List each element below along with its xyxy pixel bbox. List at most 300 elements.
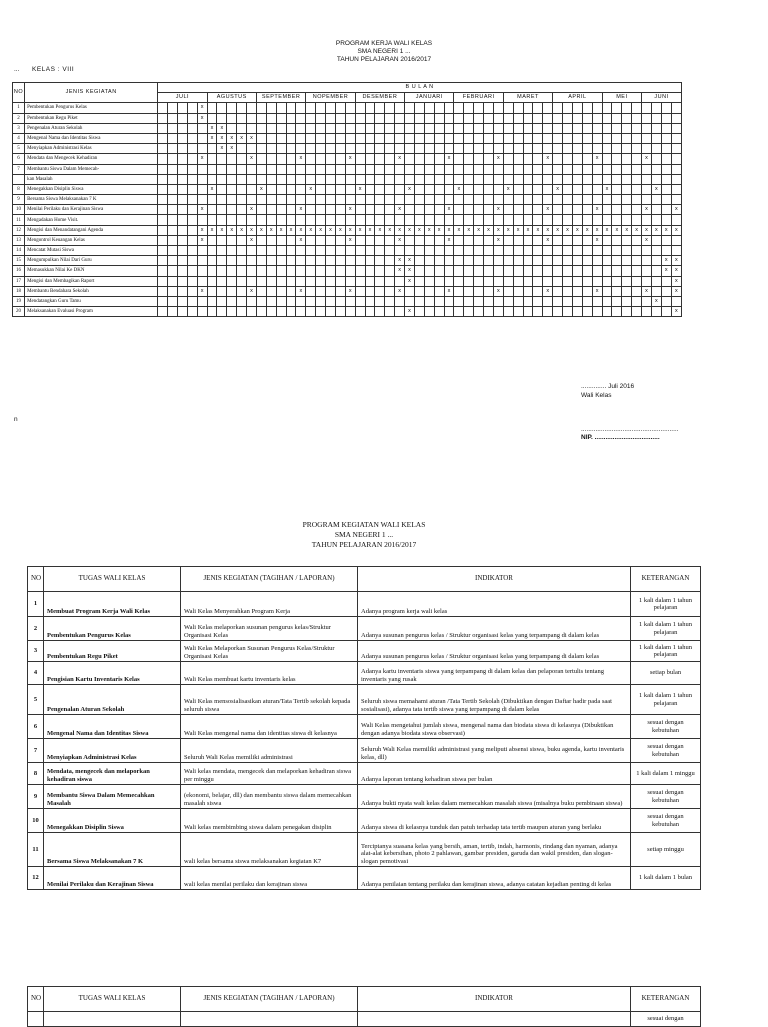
activity-label: Menyiapkan Administrasi Kelas xyxy=(25,144,158,154)
week-cell xyxy=(375,133,385,143)
week-cell xyxy=(217,205,227,215)
program-indicator: Adanya susunan pengurus kelas / Struktur organisasi kelas yang terpampang di dalam kelas xyxy=(358,617,631,641)
schedule-mark: x xyxy=(503,184,513,194)
week-cell xyxy=(572,195,582,205)
week-cell xyxy=(177,133,187,143)
week-cell xyxy=(434,164,444,174)
week-cell xyxy=(474,235,484,245)
week-cell xyxy=(296,103,306,113)
week-cell xyxy=(632,215,642,225)
week-cell xyxy=(286,195,296,205)
week-cell xyxy=(355,195,365,205)
week-cell xyxy=(553,286,563,296)
week-cell xyxy=(395,144,405,154)
schedule-mark: x xyxy=(276,225,286,235)
week-cell xyxy=(612,246,622,256)
week-cell xyxy=(405,123,415,133)
week-cell xyxy=(247,184,257,194)
week-cell xyxy=(276,174,286,184)
week-cell xyxy=(375,286,385,296)
week-cell xyxy=(651,235,661,245)
activity-label: Mendata dan Mengecek Kehadiran xyxy=(25,154,158,164)
activity-label: Pengenalan Aturan Sekolah xyxy=(25,123,158,133)
week-cell xyxy=(266,215,276,225)
week-cell xyxy=(503,215,513,225)
week-cell xyxy=(168,123,178,133)
schedule-mark: x xyxy=(563,225,573,235)
week-cell xyxy=(316,195,326,205)
week-cell xyxy=(326,205,336,215)
week-cell xyxy=(671,195,681,205)
week-cell xyxy=(474,246,484,256)
week-cell xyxy=(187,266,197,276)
week-cell xyxy=(602,144,612,154)
week-cell xyxy=(414,103,424,113)
week-cell xyxy=(345,103,355,113)
week-cell xyxy=(237,246,247,256)
schedule-mark: x xyxy=(405,307,415,317)
week-cell xyxy=(553,174,563,184)
week-cell xyxy=(237,215,247,225)
week-cell xyxy=(651,215,661,225)
schedule-mark: x xyxy=(395,266,405,276)
schedule-mark: x xyxy=(464,225,474,235)
week-cell xyxy=(395,246,405,256)
week-cell xyxy=(405,154,415,164)
week-cell xyxy=(355,103,365,113)
program-row xyxy=(28,739,701,763)
week-cell xyxy=(632,133,642,143)
week-cell xyxy=(464,276,474,286)
week-cell xyxy=(513,195,523,205)
schedule-mark: x xyxy=(405,276,415,286)
week-cell xyxy=(563,133,573,143)
week-cell xyxy=(503,307,513,317)
week-cell xyxy=(592,296,602,306)
week-cell xyxy=(256,123,266,133)
program-title-1: PROGRAM KEGIATAN WALI KELAS xyxy=(302,520,426,529)
week-cell xyxy=(671,133,681,143)
week-cell xyxy=(286,174,296,184)
week-cell xyxy=(207,266,217,276)
week-cell xyxy=(563,296,573,306)
week-cell xyxy=(296,174,306,184)
week-cell xyxy=(493,184,503,194)
week-cell xyxy=(187,225,197,235)
schedule-mark: x xyxy=(661,225,671,235)
week-cell xyxy=(454,276,464,286)
week-cell xyxy=(464,123,474,133)
week-cell xyxy=(286,103,296,113)
week-cell xyxy=(622,103,632,113)
schedule-mark: x xyxy=(395,235,405,245)
week-cell xyxy=(296,266,306,276)
week-cell xyxy=(227,296,237,306)
week-cell xyxy=(464,296,474,306)
week-cell xyxy=(414,174,424,184)
week-cell xyxy=(523,276,533,286)
week-cell xyxy=(533,307,543,317)
schedule-mark: x xyxy=(661,256,671,266)
week-cell xyxy=(622,184,632,194)
week-cell xyxy=(385,205,395,215)
program-table-continued xyxy=(27,986,701,1027)
week-cell xyxy=(365,144,375,154)
week-cell xyxy=(563,113,573,123)
schedule-mark: x xyxy=(513,225,523,235)
program-task: Pembentukan Regu Piket xyxy=(44,641,181,662)
week-cell xyxy=(582,133,592,143)
week-cell xyxy=(444,195,454,205)
week-cell xyxy=(227,123,237,133)
activity-label: Mencatat Mutasi Siswa xyxy=(25,246,158,256)
week-cell xyxy=(375,215,385,225)
week-cell xyxy=(355,215,365,225)
schedule-mark: x xyxy=(405,184,415,194)
schedule-mark: x xyxy=(642,235,652,245)
week-cell xyxy=(306,144,316,154)
week-cell xyxy=(256,235,266,245)
week-cell xyxy=(592,174,602,184)
month-header: JULI xyxy=(158,93,207,103)
week-cell xyxy=(602,113,612,123)
week-cell xyxy=(661,123,671,133)
week-cell xyxy=(582,215,592,225)
week-cell xyxy=(217,215,227,225)
week-cell xyxy=(335,286,345,296)
week-cell xyxy=(355,276,365,286)
program-no: 12 xyxy=(28,867,44,890)
week-cell xyxy=(306,154,316,164)
schedule-mark: x xyxy=(207,184,217,194)
week-cell xyxy=(158,205,168,215)
program-indicator: Wali Kelas mengetahui jumlah siswa, mengenal nama dan biodata siswa di kelasnya (Dibuktikan dengan adanya biodata siswa observasi) xyxy=(358,715,631,739)
week-cell xyxy=(632,184,642,194)
week-cell xyxy=(276,154,286,164)
week-cell xyxy=(227,113,237,123)
schedule-mark: x xyxy=(642,225,652,235)
week-cell xyxy=(395,307,405,317)
program-no: 5 xyxy=(28,685,44,715)
week-cell xyxy=(651,133,661,143)
week-cell xyxy=(395,103,405,113)
week-cell xyxy=(602,195,612,205)
schedule-table xyxy=(12,82,682,317)
program-title-2: SMA NEGERI 1 ... xyxy=(334,530,394,539)
week-cell xyxy=(306,246,316,256)
week-cell xyxy=(405,144,415,154)
week-cell xyxy=(563,144,573,154)
schedule-mark: x xyxy=(454,184,464,194)
week-cell xyxy=(434,215,444,225)
schedule-mark: x xyxy=(207,225,217,235)
week-cell xyxy=(592,164,602,174)
week-cell xyxy=(444,256,454,266)
activity-label: Membantu Siswa Dalam Memecah- xyxy=(25,164,158,174)
week-cell xyxy=(612,205,622,215)
week-cell xyxy=(513,276,523,286)
week-cell xyxy=(632,174,642,184)
week-cell xyxy=(335,266,345,276)
week-cell xyxy=(582,195,592,205)
week-cell xyxy=(158,307,168,317)
week-cell xyxy=(217,286,227,296)
week-cell xyxy=(345,113,355,123)
schedule-row xyxy=(13,184,682,194)
week-cell xyxy=(365,174,375,184)
week-cell xyxy=(642,296,652,306)
week-cell xyxy=(533,144,543,154)
week-cell xyxy=(286,133,296,143)
week-cell xyxy=(592,113,602,123)
week-cell xyxy=(237,307,247,317)
week-cell xyxy=(622,174,632,184)
week-cell xyxy=(434,144,444,154)
week-cell xyxy=(326,215,336,225)
week-cell xyxy=(395,184,405,194)
week-cell xyxy=(217,164,227,174)
schedule-mark: x xyxy=(592,205,602,215)
schedule-row xyxy=(13,296,682,306)
week-cell xyxy=(651,174,661,184)
week-cell xyxy=(177,266,187,276)
week-cell xyxy=(513,307,523,317)
week-cell xyxy=(523,296,533,306)
week-cell xyxy=(661,144,671,154)
week-cell xyxy=(642,103,652,113)
week-cell xyxy=(484,286,494,296)
row-number: 4 xyxy=(13,133,25,143)
week-cell xyxy=(385,164,395,174)
week-cell xyxy=(454,235,464,245)
week-cell xyxy=(286,276,296,286)
week-cell xyxy=(197,276,207,286)
week-cell xyxy=(365,276,375,286)
week-cell xyxy=(158,256,168,266)
week-cell xyxy=(661,246,671,256)
week-cell xyxy=(316,286,326,296)
week-cell xyxy=(513,184,523,194)
week-cell xyxy=(454,103,464,113)
week-cell xyxy=(513,266,523,276)
schedule-mark: x xyxy=(671,205,681,215)
schedule-mark: x xyxy=(345,205,355,215)
week-cell xyxy=(197,246,207,256)
program-no: 6 xyxy=(28,715,44,739)
program2-partial-row xyxy=(28,1012,701,1027)
week-cell xyxy=(256,195,266,205)
month-header: JUNI xyxy=(642,93,682,103)
schedule-mark: x xyxy=(237,133,247,143)
row-number: 5 xyxy=(13,144,25,154)
week-cell xyxy=(563,235,573,245)
week-cell xyxy=(326,195,336,205)
week-cell xyxy=(365,133,375,143)
week-cell xyxy=(632,286,642,296)
week-cell xyxy=(375,307,385,317)
week-cell xyxy=(365,266,375,276)
week-cell xyxy=(513,296,523,306)
program-row xyxy=(28,617,701,641)
nip-line: NIP. .................................... xyxy=(581,434,660,441)
week-cell xyxy=(345,184,355,194)
week-cell xyxy=(197,184,207,194)
date-line: .............. Juli 2016 xyxy=(581,383,635,390)
week-cell xyxy=(207,246,217,256)
week-cell xyxy=(365,256,375,266)
week-cell xyxy=(158,133,168,143)
week-cell xyxy=(296,296,306,306)
week-cell xyxy=(484,174,494,184)
schedule-mark: x xyxy=(434,225,444,235)
week-cell xyxy=(533,215,543,225)
week-cell xyxy=(405,296,415,306)
week-cell xyxy=(563,205,573,215)
week-cell xyxy=(464,266,474,276)
week-cell xyxy=(474,215,484,225)
week-cell xyxy=(642,184,652,194)
week-cell xyxy=(158,246,168,256)
week-cell xyxy=(592,123,602,133)
week-cell xyxy=(326,286,336,296)
week-cell xyxy=(177,103,187,113)
week-cell xyxy=(464,174,474,184)
week-cell xyxy=(464,195,474,205)
schedule-row xyxy=(13,103,682,113)
week-cell xyxy=(187,286,197,296)
week-cell xyxy=(266,103,276,113)
week-cell xyxy=(651,266,661,276)
program-task: Mendata, mengecek dan melaporkan kehadiran siswa xyxy=(44,763,181,785)
week-cell xyxy=(365,246,375,256)
schedule-mark: x xyxy=(671,225,681,235)
week-cell xyxy=(444,113,454,123)
week-cell xyxy=(405,103,415,113)
week-cell xyxy=(227,195,237,205)
program-row xyxy=(28,833,701,867)
week-cell xyxy=(474,123,484,133)
program-indicator: Adanya program kerja wali kelas xyxy=(358,592,631,617)
schedule-mark: x xyxy=(592,225,602,235)
activity-label: Mengisi dan Membagikan Raport xyxy=(25,276,158,286)
week-cell xyxy=(207,256,217,266)
week-cell xyxy=(503,195,513,205)
week-cell xyxy=(533,103,543,113)
week-cell xyxy=(335,276,345,286)
schedule-mark: x xyxy=(632,225,642,235)
program-note: 1 kali dalam 1 minggu xyxy=(631,763,701,785)
week-cell xyxy=(503,286,513,296)
week-cell xyxy=(247,103,257,113)
week-cell xyxy=(582,184,592,194)
week-cell xyxy=(543,184,553,194)
week-cell xyxy=(543,113,553,123)
week-cell xyxy=(385,215,395,225)
week-cell xyxy=(434,266,444,276)
week-cell xyxy=(661,296,671,306)
week-cell xyxy=(326,144,336,154)
week-cell xyxy=(474,205,484,215)
week-cell xyxy=(454,205,464,215)
program-row xyxy=(28,867,701,890)
week-cell xyxy=(484,113,494,123)
program-note: 1 kali dalam 1 bulan xyxy=(631,867,701,890)
week-cell xyxy=(474,195,484,205)
week-cell xyxy=(197,123,207,133)
week-cell xyxy=(276,144,286,154)
program-row xyxy=(28,592,701,617)
week-cell xyxy=(168,235,178,245)
program-task: Pengenalan Aturan Sekolah xyxy=(44,685,181,715)
program-activity: Wali Kelas mensosialisasikan aturan/Tata Tertib sekolah kepada seluruh siswa xyxy=(181,685,358,715)
week-cell xyxy=(503,154,513,164)
week-cell xyxy=(434,184,444,194)
schedule-row xyxy=(13,276,682,286)
week-cell xyxy=(424,195,434,205)
week-cell xyxy=(365,154,375,164)
week-cell xyxy=(385,123,395,133)
week-cell xyxy=(276,246,286,256)
week-cell xyxy=(592,103,602,113)
week-cell xyxy=(247,113,257,123)
week-cell xyxy=(177,184,187,194)
week-cell xyxy=(177,225,187,235)
week-cell xyxy=(592,133,602,143)
week-cell xyxy=(247,307,257,317)
week-cell xyxy=(632,235,642,245)
schedule-mark: x xyxy=(671,286,681,296)
week-cell xyxy=(572,296,582,306)
col-activity-header: JENIS KEGIATAN xyxy=(25,83,158,103)
week-cell xyxy=(661,307,671,317)
week-cell xyxy=(632,164,642,174)
week-cell xyxy=(168,144,178,154)
week-cell xyxy=(405,113,415,123)
week-cell xyxy=(543,296,553,306)
week-cell xyxy=(642,256,652,266)
program-activity: Wali kelas mendata, mengecek dan melaporkan kehadiran siswa per minggu xyxy=(181,763,358,785)
week-cell xyxy=(424,307,434,317)
week-cell xyxy=(503,246,513,256)
week-cell xyxy=(553,235,563,245)
week-cell xyxy=(385,154,395,164)
week-cell xyxy=(217,154,227,164)
week-cell xyxy=(503,133,513,143)
week-cell xyxy=(493,296,503,306)
week-cell xyxy=(375,266,385,276)
activity-label: Mendatangkan Guru Tamu xyxy=(25,296,158,306)
week-cell xyxy=(523,154,533,164)
week-cell xyxy=(355,246,365,256)
week-cell xyxy=(612,133,622,143)
week-cell xyxy=(642,307,652,317)
schedule-mark: x xyxy=(345,154,355,164)
week-cell xyxy=(582,154,592,164)
week-cell xyxy=(612,174,622,184)
week-cell xyxy=(533,174,543,184)
week-cell xyxy=(533,296,543,306)
week-cell xyxy=(612,103,622,113)
schedule-mark: x xyxy=(592,154,602,164)
week-cell xyxy=(543,276,553,286)
week-cell xyxy=(622,144,632,154)
week-cell xyxy=(661,154,671,164)
week-cell xyxy=(316,235,326,245)
week-cell xyxy=(375,205,385,215)
week-cell xyxy=(217,276,227,286)
schedule-mark: x xyxy=(395,256,405,266)
week-cell xyxy=(316,256,326,266)
